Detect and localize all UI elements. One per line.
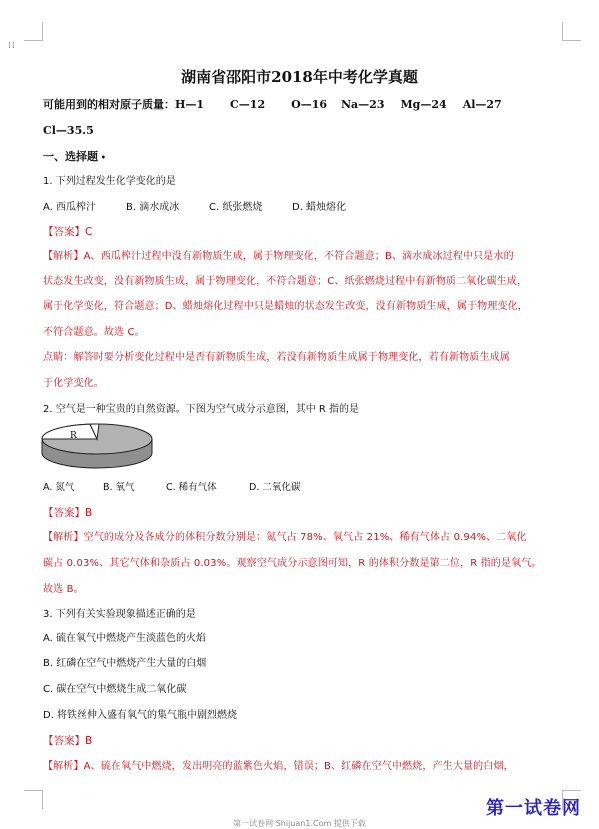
brand-logo: 第一试卷网	[486, 798, 581, 819]
q1-analysis-line: 【解析】A、西瓜榨汁过程中没有新物质生成，属于物理变化，不符合题意；B、滴水成冰过程中只是水的	[43, 251, 514, 262]
q1-tip-line: 于化学变化。	[43, 378, 104, 389]
q2-option-d: D. 二氧化碳	[249, 482, 301, 493]
q2-analysis-line: 故选 B。	[43, 584, 84, 595]
q3-option-d: D. 将铁丝伸入盛有氧气的集气瓶中剧烈燃烧	[43, 710, 238, 721]
atomic-mass-mg: Mg—24	[400, 98, 447, 111]
q1-option-b: B. 滴水成冰	[126, 202, 180, 213]
document-title: 湖南省邵阳市2018年中考化学真题	[181, 68, 418, 86]
section-heading: 一、选择题 •	[43, 150, 106, 163]
q2-analysis-line: 碳占 0.03%、其它气体和杂质占 0.03%。观察空气成分示意图可知，R 的体积分数是第二位，R 指的是氧气。	[43, 558, 542, 569]
q1-analysis-line: 不符合题意。故选 C。	[43, 327, 145, 338]
atomic-mass-na: Na—23	[341, 98, 385, 111]
q1-option-c: C. 纸张燃烧	[209, 202, 263, 213]
q2-option-b: B. 氧气	[103, 482, 135, 493]
q1-option-a: A. 西瓜榨汁	[43, 202, 97, 213]
q3-option-c: C. 碳在空气中燃烧生成二氧化碳	[43, 684, 187, 695]
question-2-stem: 2. 空气是一种宝贵的自然资源。下图为空气成分示意图，其中 R 指的是	[43, 404, 360, 415]
question-3-answer: 【答案】B	[43, 735, 93, 747]
question-1-options	[43, 201, 346, 215]
atomic-mass-cl: Cl—35.5	[43, 124, 94, 137]
atomic-mass-line	[43, 98, 502, 112]
page-footer: 第一试卷网 Shijuan1.Com 提供下载	[233, 819, 366, 828]
margin-corner-bottom-left	[24, 790, 43, 809]
q1-option-d: D. 蜡烛熔化	[292, 202, 347, 213]
q2-option-c: C. 稀有气体	[166, 482, 217, 493]
drag-handle-icon[interactable]: ⁞⁞	[8, 41, 16, 51]
q3-analysis-line: 【解析】A、硫在氧气中燃烧，发出明亮的蓝紫色火焰，错误；B、红磷在空气中燃烧，产生大量的白烟，	[43, 761, 514, 772]
question-1-stem: 1. 下列过程发生化学变化的是	[43, 176, 176, 187]
q3-option-b: B. 红磷在空气中燃烧产生大量的白烟	[43, 658, 207, 669]
question-1-answer: 【答案】C	[43, 226, 93, 238]
atomic-mass-label: 可能用到的相对原子质量：	[43, 98, 175, 111]
margin-corner-top-right	[562, 22, 581, 41]
atomic-mass-h: H—1	[175, 98, 205, 111]
question-2-answer: 【答案】B	[43, 507, 93, 519]
q2-analysis-line: 【解析】空气的成分及各成分的体积分数分别是：氮气占 78%、氧气占 21%、稀有气体占 0.94%、二氧化	[43, 532, 527, 543]
q3-option-a: A. 硫在氧气中燃烧产生淡蓝色的火焰	[43, 633, 207, 644]
atomic-mass-al: Al—27	[462, 98, 502, 111]
atomic-mass-c: C—12	[230, 98, 266, 111]
atomic-mass-o: O—16	[291, 98, 327, 111]
question-2-options	[43, 481, 300, 495]
q1-analysis-line: 属于化学变化，符合题意；D、蜡烛熔化过程中只是蜡烛的状态发生改变，没有新物质生成，属于物理变化，	[43, 301, 528, 312]
question-3-stem: 3. 下列有关实验现象描述正确的是	[43, 609, 196, 620]
air-composition-pie-figure	[40, 422, 154, 472]
q2-option-a: A. 氮气	[43, 482, 75, 493]
pie-label-r: R	[70, 431, 77, 441]
q1-analysis-line: 状态发生改变，没有新物质生成，属于物理变化，不符合题意；C、纸张燃烧过程中有新物质二氧化碳生成，	[43, 276, 528, 287]
q1-tip-line: 点睛：解答时要分析变化过程中是否有新物质生成，若没有新物质生成属于物理变化，若有新物质生成属	[43, 352, 510, 363]
margin-corner-top-left	[24, 22, 43, 41]
